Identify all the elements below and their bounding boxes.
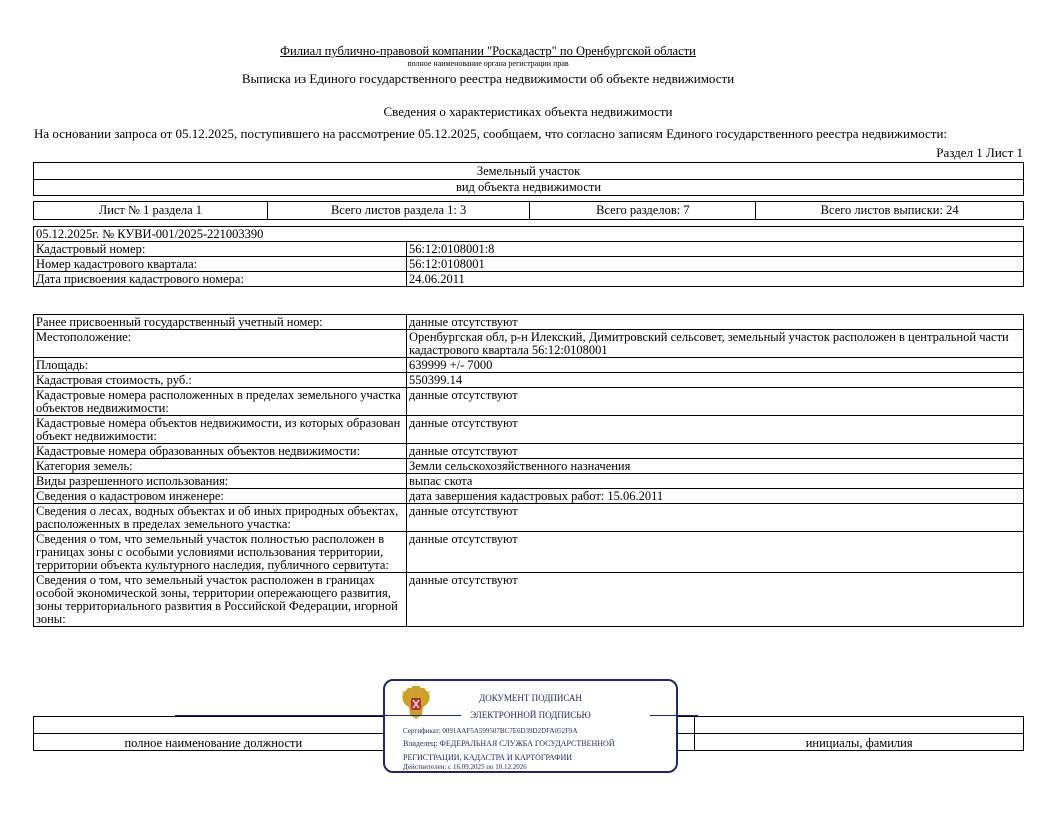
table-row: [34, 489, 1024, 504]
table-row: [34, 474, 1024, 489]
row-value: выпас скота: [407, 474, 1024, 489]
stamp-certificate: Сертификат: 0091AAF5A599507BC7E6D39D2DFA052F9A: [403, 727, 578, 735]
stamp-title-line2: ЭЛЕКТРОННОЙ ПОДПИСЬЮ: [470, 710, 591, 720]
sections-total: Всего разделов: 7: [530, 202, 756, 220]
stamp-owner: Владелец: ФЕДЕРАЛЬНАЯ СЛУЖБА ГОСУДАРСТВЕННОЙ: [403, 739, 615, 748]
row-key: Номер кадастрового квартала:: [34, 257, 407, 272]
row-value: 24.06.2011: [407, 272, 1024, 287]
row-key: Кадастровые номера расположенных в пределах земельного участка объектов недвижимости:: [34, 388, 407, 416]
stamp-title-line1: ДОКУМЕНТ ПОДПИСАН: [479, 693, 582, 703]
table-row: [34, 444, 1024, 459]
table-row: [34, 573, 1024, 627]
table-row: [34, 272, 1024, 287]
table-row: [34, 504, 1024, 532]
row-value: Оренбургская обл, р-н Илекский, Димитровский сельсовет, земельный участок расположен в центральной части кадастрового квартала 56:12:0108001: [407, 330, 1024, 358]
request-basis: На основании запроса от 05.12.2025, поступившего на рассмотрение 05.12.2025, сообщаем, что согласно записям Единого государственного реестра недвижимости:: [34, 126, 948, 141]
sheets-table: [33, 201, 1024, 220]
table-row: [34, 416, 1024, 444]
table-row: [34, 315, 1024, 330]
row-key: Сведения о том, что земельный участок полностью расположен в границах зоны с особыми условиями использования территории, территории объекта культурного наследия, публичного сервитута:: [34, 532, 407, 573]
row-key: Кадастровые номера объектов недвижимости, из которых образован объект недвижимости:: [34, 416, 407, 444]
row-value: данные отсутствуют: [407, 444, 1024, 459]
row-value: данные отсутствуют: [407, 416, 1024, 444]
position-field: [34, 717, 394, 734]
row-value: дата завершения кадастровых работ: 15.06.2011: [407, 489, 1024, 504]
name-label: инициалы, фамилия: [695, 734, 1024, 751]
table-row: [34, 388, 1024, 416]
table-row: [34, 373, 1024, 388]
row-key: Виды разрешенного использования:: [34, 474, 407, 489]
row-value: 56:12:0108001: [407, 257, 1024, 272]
object-type: Земельный участок: [476, 164, 581, 178]
record-table: [33, 226, 1024, 287]
row-key: Местоположение:: [34, 330, 407, 358]
row-value: данные отсутствуют: [407, 573, 1024, 627]
row-key: Площадь:: [34, 358, 407, 373]
row-value: данные отсутствуют: [407, 388, 1024, 416]
section-sheets-total: Всего листов раздела 1: 3: [267, 202, 530, 220]
document-title: Выписка из Единого государственного реестра недвижимости об объекте недвижимости: [241, 71, 735, 86]
e-signature-stamp: [383, 679, 678, 773]
object-type-box: [33, 162, 1024, 196]
table-row: [34, 330, 1024, 358]
sheet-number: Лист № 1 раздела 1: [34, 202, 268, 220]
extract-sheets-total: Всего листов выписки: 24: [756, 202, 1024, 220]
row-key: Кадастровая стоимость, руб.:: [34, 373, 407, 388]
section-sheet-mark: Раздел 1 Лист 1: [936, 145, 1023, 160]
table-row: [34, 257, 1024, 272]
row-value: 550399.14: [407, 373, 1024, 388]
table-row: [34, 532, 1024, 573]
row-value: данные отсутствуют: [407, 315, 1024, 330]
stamp-owner-continued: РЕГИСТРАЦИИ, КАДАСТРА И КАРТОГРАФИИ: [403, 753, 573, 762]
row-key: Сведения о том, что земельный участок расположен в границах особой экономической зоны, территории опережающего развития, зоны территориального развития в Российской Федерации, игорной зоны:: [34, 573, 407, 627]
details-table: [33, 314, 1024, 627]
row-key: Кадастровые номера образованных объектов недвижимости:: [34, 444, 407, 459]
record-date-number: 05.12.2025г. № КУВИ-001/2025-221003390: [34, 227, 1024, 242]
row-value: 56:12:0108001:8: [407, 242, 1024, 257]
row-value: 639999 +/- 7000: [407, 358, 1024, 373]
name-field: [695, 717, 1024, 734]
row-key: Кадастровый номер:: [34, 242, 407, 257]
table-row: [34, 242, 1024, 257]
table-row: [34, 358, 1024, 373]
stamp-validity: Действителен: с 16.09.2025 по 10.12.2026: [403, 763, 527, 771]
agency-name: Филиал публично-правовой компании "Роскадастр" по Оренбургской области: [280, 44, 696, 58]
row-value: Земли сельскохозяйственного назначения: [407, 459, 1024, 474]
object-type-label: вид объекта недвижимости: [455, 180, 602, 194]
position-label: полное наименование должности: [34, 734, 394, 751]
section-title: Сведения о характеристиках объекта недвижимости: [383, 104, 673, 119]
row-key: Сведения о кадастровом инженере:: [34, 489, 407, 504]
table-row: [34, 459, 1024, 474]
row-key: Ранее присвоенный государственный учетный номер:: [34, 315, 407, 330]
row-value: данные отсутствуют: [407, 532, 1024, 573]
row-key: Сведения о лесах, водных объектах и об иных природных объектах, расположенных в пределах земельного участка:: [34, 504, 407, 532]
agency-note: полное наименование органа регистрации прав: [407, 59, 569, 68]
row-key: Дата присвоения кадастрового номера:: [34, 272, 407, 287]
row-value: данные отсутствуют: [407, 504, 1024, 532]
row-key: Категория земель:: [34, 459, 407, 474]
